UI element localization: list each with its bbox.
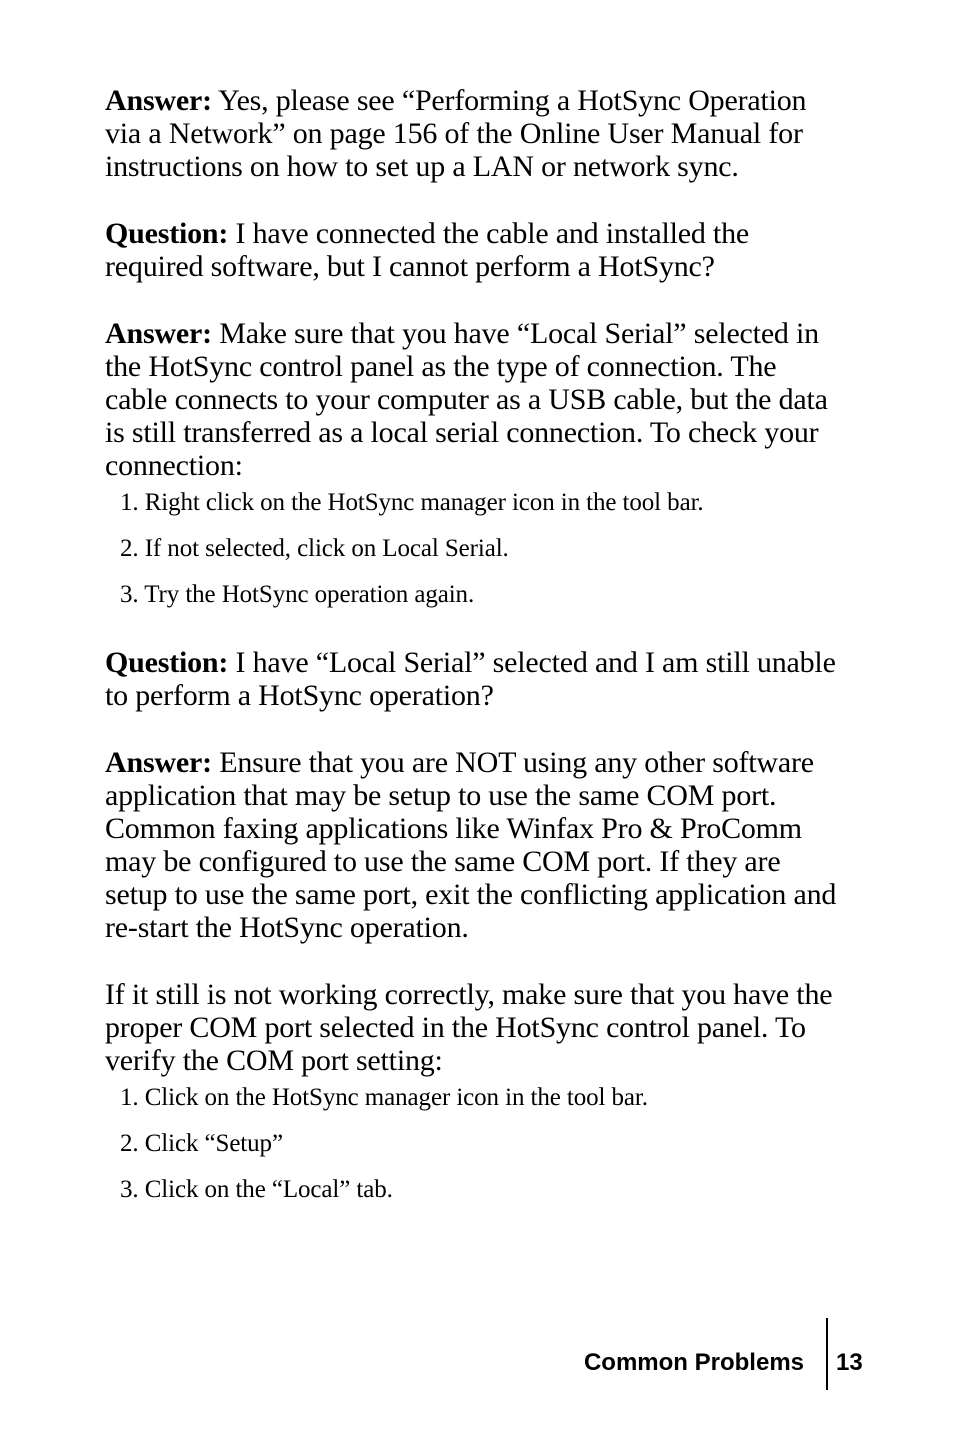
question-still-unable xyxy=(105,646,845,712)
footer-section-title: Common Problems xyxy=(583,1349,804,1376)
footer-divider xyxy=(826,1318,828,1390)
step-item: 2. Click “Setup” xyxy=(120,1130,283,1157)
document-body xyxy=(105,84,845,1241)
answer-text: Make sure that you have “Local Serial” selected in the HotSync control panel as the type of connection. The cable connects to your computer as a USB cable, but the data is still transferred as a local serial connection. To check your connection: xyxy=(105,317,828,482)
step-item: 2. If not selected, click on Local Serial. xyxy=(120,535,509,562)
step-item: 3. Try the HotSync operation again. xyxy=(120,581,475,608)
answer-label: Answer: xyxy=(105,746,212,779)
page-footer xyxy=(0,1318,954,1390)
step-item: 3. Click on the “Local” tab. xyxy=(120,1176,393,1203)
step-item: 1. Right click on the HotSync manager icon in the tool bar. xyxy=(120,489,704,516)
answer-label: Answer: xyxy=(105,84,212,117)
page-number: 13 xyxy=(836,1349,863,1376)
answer-label: Answer: xyxy=(105,317,212,350)
step-item: 1. Click on the HotSync manager icon in the tool bar. xyxy=(120,1084,648,1111)
answer-network-sync xyxy=(105,84,845,183)
followup-com-port xyxy=(105,978,845,1077)
question-text: I have “Local Serial” selected and I am still unable to perform a HotSync operation? xyxy=(105,646,836,712)
followup-text: If it still is not working correctly, make sure that you have the proper COM port selected in the HotSync control panel. To verify the COM port setting: xyxy=(105,978,833,1077)
question-label: Question: xyxy=(105,646,229,679)
question-text: I have connected the cable and installed the required software, but I cannot perform a HotSync? xyxy=(105,217,749,283)
answer-text: Yes, please see “Performing a HotSync Operation via a Network” on page 156 of the Online User Manual for instructions on how to set up a LAN or network sync. xyxy=(105,84,807,183)
question-cannot-hotsync xyxy=(105,217,845,283)
answer-local-serial xyxy=(105,317,845,482)
check-connection-steps xyxy=(105,488,845,610)
answer-com-port-conflict xyxy=(105,746,845,944)
question-label: Question: xyxy=(105,217,229,250)
verify-com-port-steps xyxy=(105,1083,845,1205)
answer-text: Ensure that you are NOT using any other software application that may be setup to use the same COM port. Common faxing applications like Winfax Pro & ProComm may be configured to use the same COM port. If they are setup to use the same port, exit the conflicting application and re-start the HotSync operation. xyxy=(105,746,837,944)
